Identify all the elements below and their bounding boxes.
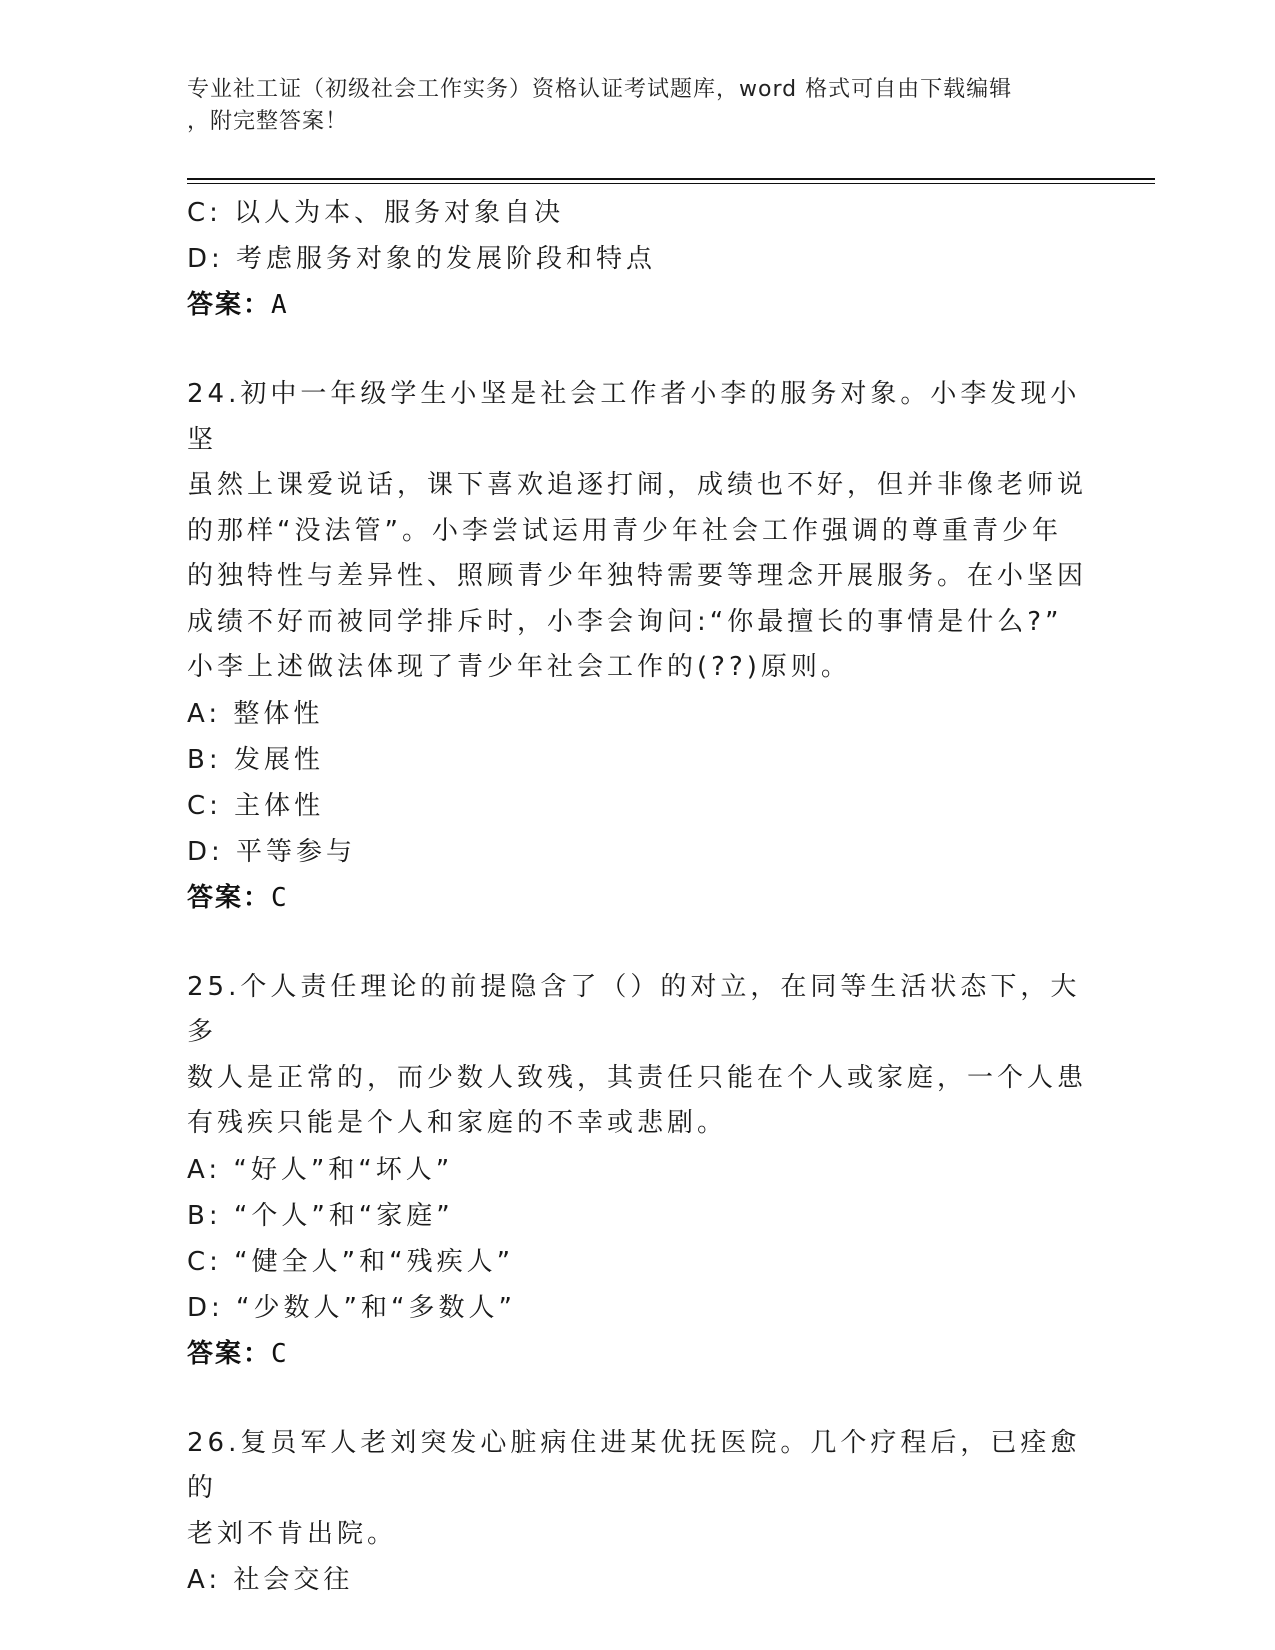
- answer-value: A: [271, 290, 289, 320]
- question-stem-line: 有残疾只能是个人和家庭的不幸或悲剧。: [187, 1108, 728, 1138]
- question-26: [187, 1421, 1087, 1604]
- question-stem-line: 数人是正常的，而少数人致残，其责任只能在个人或家庭，一个人患: [187, 1062, 1088, 1093]
- answer-line: [187, 282, 1087, 328]
- answer-line: [187, 1331, 1087, 1377]
- option-b: B: “个人”和“家庭”: [187, 1200, 454, 1231]
- question-stem-line: 的那样“没法管”。小李尝试运用青少年社会工作强调的尊重青少年: [187, 515, 1062, 546]
- answer-value: C: [271, 882, 289, 913]
- question-stem-line: 25.个人责任理论的前提隐含了（）的对立，在同等生活状态下，大多: [187, 971, 1081, 1047]
- question-25: [187, 965, 1087, 1377]
- option-d: D: 考虑服务对象的发展阶段和特点: [187, 244, 657, 274]
- option-b: B: 发展性: [187, 744, 324, 775]
- option-c: C: 主体性: [187, 790, 325, 821]
- question-stem-line: 24.初中一年级学生小坚是社会工作者小李的服务对象。小李发现小坚: [187, 379, 1081, 455]
- header-line-1: 专业社工证（初级社会工作实务）资格认证考试题库，word 格式可自由下载编辑: [187, 77, 1013, 102]
- option-d: D: “少数人”和“多数人”: [187, 1292, 516, 1323]
- option-a: A: 整体性: [187, 698, 324, 729]
- option-d: D: 平等参与: [187, 836, 357, 867]
- question-stem-line: 成绩不好而被同学排斥时，小李会询问:“你最擅长的事情是什么?”: [187, 606, 1063, 637]
- question-stem-line: 虽然上课爱说话，课下喜欢追逐打闹，成绩也不好，但并非像老师说: [187, 470, 1088, 500]
- previous-question-tail: [187, 190, 1087, 328]
- document-header: [187, 74, 1067, 138]
- question-stem-line: 的独特性与差异性、照顾青少年独特需要等理念开展服务。在小坚因: [187, 561, 1088, 591]
- question-content: [187, 190, 1087, 1603]
- question-stem-line: 老刘不肯出院。: [187, 1518, 398, 1549]
- option-c: C: 以人为本、服务对象自决: [187, 198, 565, 228]
- answer-label: 答案：: [187, 290, 272, 320]
- header-line-2: ，附完整答案！: [187, 109, 349, 134]
- answer-line: [187, 875, 1087, 921]
- question-24: [187, 372, 1087, 921]
- option-a: A: “好人”和“坏人”: [187, 1154, 454, 1185]
- header-divider: [187, 178, 1155, 184]
- answer-label: 答案：: [187, 1338, 272, 1369]
- option-c: C: “健全人”和“残疾人”: [187, 1246, 515, 1277]
- answer-value: C: [271, 1338, 289, 1369]
- question-stem-line: 26.复员军人老刘突发心脏病住进某优抚医院。几个疗程后，已痊愈的: [187, 1427, 1081, 1503]
- question-stem-line: 小李上述做法体现了青少年社会工作的(??)原则。: [187, 652, 851, 682]
- option-a: A: 社会交往: [187, 1565, 354, 1595]
- answer-label: 答案：: [187, 882, 272, 913]
